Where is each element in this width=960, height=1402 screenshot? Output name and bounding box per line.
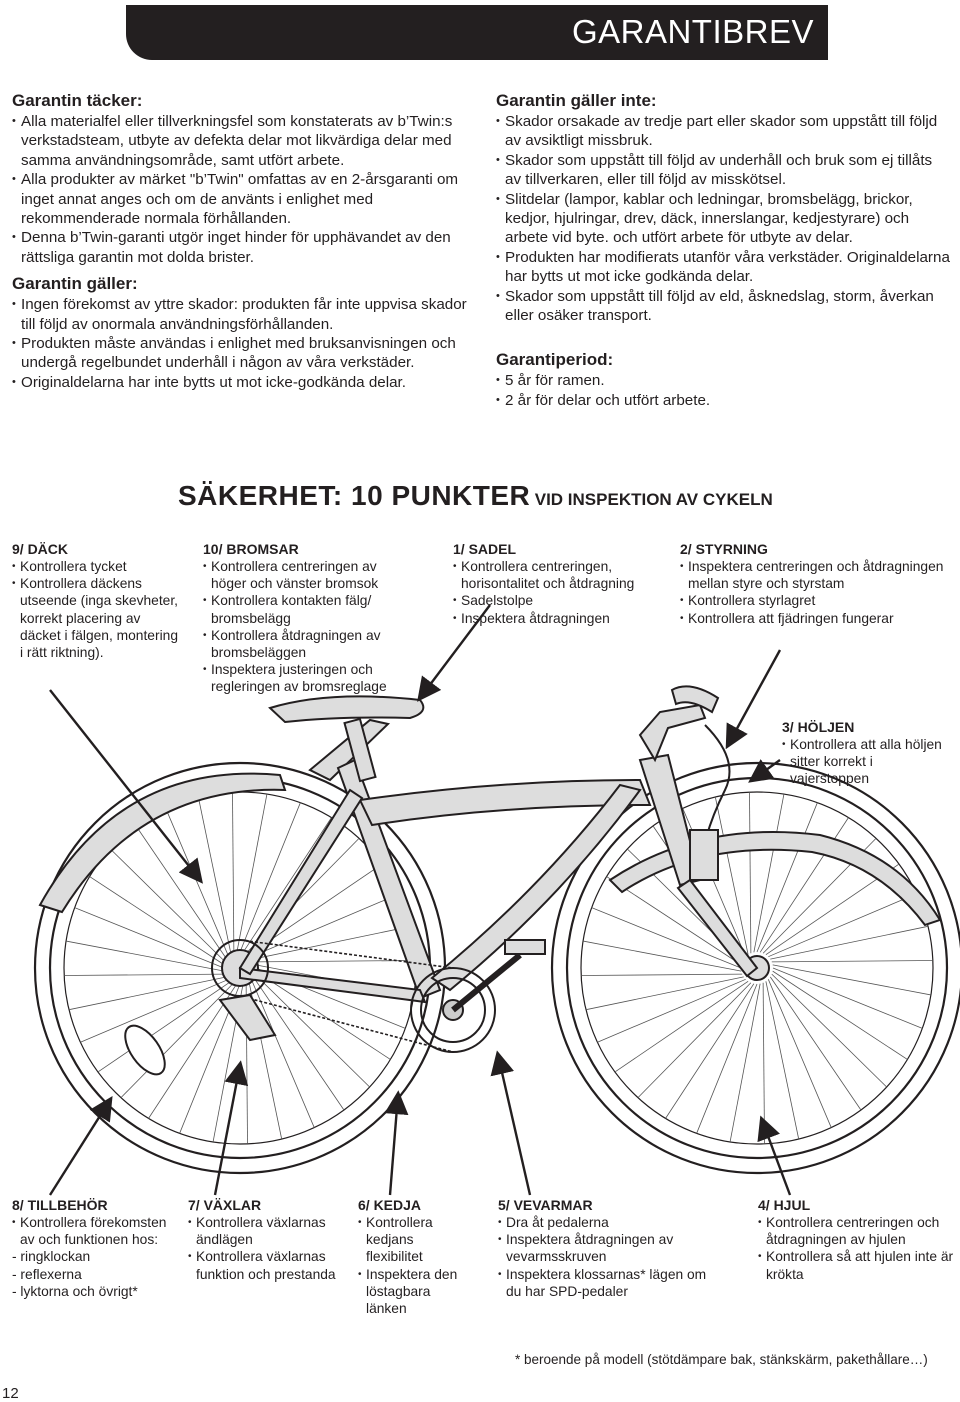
list-item: • Kontrollera att fjädringen fungerar (680, 610, 958, 627)
point-title: 6/ KEDJA (358, 1197, 422, 1213)
spoke (66, 941, 224, 971)
list-item: • Kontrollera åtdragningen av bromsbeläggen (203, 627, 413, 661)
safety-title-main: SÄKERHET: 10 PUNKTER (178, 480, 531, 511)
spoke (75, 908, 224, 968)
point-title: 7/ VÄXLAR (188, 1197, 262, 1213)
list-item: • 2 år för delar och utfört arbete. (496, 391, 951, 410)
list-item: • Kontrollera tycket (12, 558, 182, 575)
list-item: • Produkten har modifierats utanför våra verkstäder. Originaldelarna har bytts ut mot icke godkända delar. (496, 248, 951, 287)
suspension-fork (690, 830, 718, 880)
list-item: • Alla materialfel eller tillverkningsfel som konstaterats av b’Twin:s verkstadsteam, utbyte av defekta delar mot likvärdiga delar med samma användningsområde, samt utfört arbete. (12, 112, 467, 170)
point-4-wheels (758, 1196, 958, 1283)
point-title: 4/ HJUL (758, 1197, 811, 1213)
spoke-reflector (117, 1019, 172, 1081)
spoke (64, 974, 225, 975)
spoke (770, 926, 928, 959)
pointer-arrow-6 (390, 1095, 398, 1195)
list-item: • Kontrollera styrlagret (680, 592, 958, 609)
period-heading: Garantiperiod: (496, 350, 614, 370)
pointer-arrow-1 (420, 605, 490, 698)
point-6-chain (358, 1196, 473, 1317)
pointer-arrow-8 (50, 1100, 110, 1195)
list-item: - reflexerna (12, 1266, 82, 1282)
list-item: • Kontrollera växlarnas ändlägen (188, 1214, 338, 1248)
list-item: • Denna b’Twin-garanti utgör inget hinder för upphävandet av den rättsliga garantin mot dolda brister. (12, 228, 467, 267)
list-item: • Inspektera åtdragningen av vevarmsskruven (498, 1231, 708, 1265)
spoke (766, 981, 799, 1139)
rear-derailleur (220, 995, 275, 1040)
stem (640, 705, 705, 760)
spoke (730, 984, 760, 1142)
spoke (243, 818, 331, 953)
list-item: • Inspektera klossarnas* lägen om du har SPD-pedaler (498, 1266, 708, 1300)
list-item: • Sadelstolpe (453, 592, 668, 609)
list-item: • Ingen förekomst av yttre skador: produkten får inte uppvisa skador till följd av onormala användningsförhållanden. (12, 295, 467, 334)
point-title: 5/ VEVARMAR (498, 1197, 593, 1213)
list-item: • Inspektera den löstagbara länken (358, 1266, 473, 1318)
list-item: - ringklockan (12, 1249, 91, 1265)
spoke (749, 792, 750, 953)
spoke (666, 984, 754, 1119)
list-item: • Inspektera centreringen och åtdragningen mellan styre och styrstam (680, 558, 958, 592)
spoke (754, 794, 784, 952)
list-item: - lyktorna och övrigt* (12, 1283, 138, 1299)
list-item: • Skador som uppstått till följd av eld, åsknedslag, storm, åverkan eller osäker transport. (496, 287, 951, 326)
list-item: • Kontrollera så att hjulen inte är krökta (758, 1248, 958, 1282)
point-8-accessories (12, 1196, 182, 1300)
spoke (773, 965, 931, 995)
spoke (90, 877, 225, 965)
not-applies-heading: Garantin gäller inte: (496, 91, 657, 110)
list-item: • Kontrollera centreringen av höger och vänster bromsok (203, 558, 413, 592)
spoke (697, 984, 757, 1133)
point-5-cranks (498, 1196, 708, 1300)
pointer-arrow-7 (215, 1065, 240, 1195)
spoke (773, 971, 908, 1059)
page-number: 12 (2, 1385, 19, 1402)
covers-heading: Garantin täcker: (12, 91, 143, 110)
list-item: • Kontrollera kedjans flexibilitet (358, 1214, 473, 1266)
list-item: • Kontrollera kontakten fälg/ bromsbelägg (203, 592, 413, 626)
list-item: • Slitdelar (lampor, kablar och ledningar, bromsbelägg, brickor, kedjor, hjulringar, drev, däck, innerslangar, kedjestyrare) och arbete vid byte. och utfört arbete för utbyte av delar. (496, 190, 951, 248)
point-title: 10/ BROMSAR (203, 541, 299, 557)
spoke (255, 960, 416, 961)
list-item: • Kontrollera förekomsten av och funktionen hos: (12, 1214, 182, 1248)
spoke (581, 974, 742, 975)
list-item: • Kontrollera centreringen, horisontalitet och åtdragning (453, 558, 668, 592)
spoke (773, 968, 922, 1028)
page-title: GARANTIBREV (571, 13, 814, 50)
point-7-gears (188, 1196, 338, 1283)
pedal (505, 940, 545, 954)
applies-heading: Garantin gäller: (12, 274, 138, 294)
point-title: 9/ DÄCK (12, 541, 69, 557)
point-title: 8/ TILLBEHÖR (12, 1197, 108, 1213)
point-title: 2/ STYRNING (680, 541, 768, 557)
down-tube (432, 785, 640, 990)
spoke (232, 792, 233, 953)
point-title: 1/ SADEL (453, 541, 517, 557)
list-item: • 5 år för ramen. (496, 371, 951, 390)
list-item: • Alla produkter av märket "b’Twin" omfattas av en 2-årsgaranti om inget annat anges och om de använts i enlighet med rekommenderade normala förhållanden. (12, 170, 467, 228)
list-item: • Dra åt pedalerna (498, 1214, 708, 1231)
list-item: • Skador som uppstått till följd av underhåll och bruk som ej tillåts av tillverkaren, eller till följd av misskötsel. (496, 151, 951, 190)
spoke (586, 977, 744, 1010)
spoke (757, 803, 817, 952)
list-item: • Originaldelarna har inte bytts ut mot icke-godkända delar. (12, 373, 467, 392)
footnote: * beroende på modell (stötdämpare bak, stänkskärm, pakethållare…) (515, 1352, 928, 1367)
safety-title-sub: VID INSPEKTION AV CYKELN (534, 490, 773, 509)
list-item: • Kontrollera att alla höljen sitter korrekt i vajerstoppen (782, 736, 942, 788)
spoke (237, 794, 267, 952)
list-item: • Kontrollera växlarnas funktion och prestanda (188, 1248, 338, 1282)
list-item: • Produkten måste användas i enlighet med bruksanvisningen och undergå regelbundet underhåll i någon av våra verkstäder. (12, 334, 467, 373)
pointer-arrow-5 (498, 1055, 530, 1195)
list-item: • Inspektera åtdragningen (453, 610, 668, 627)
spoke (198, 797, 231, 955)
spoke (583, 941, 741, 971)
spoke (69, 977, 227, 1010)
point-title: 3/ HÖLJEN (782, 719, 855, 735)
spoke (772, 960, 933, 961)
spoke (763, 983, 764, 1144)
list-item: • Kontrollera centreringen och åtdragningen av hjulen (758, 1214, 958, 1248)
saddle (270, 696, 423, 722)
pointer-arrow-2 (728, 650, 780, 745)
list-item: • Skador orsakade av tredje part eller skador som uppstått till följd av avsiktligt missbruk. (496, 112, 951, 151)
list-item: • Inspektera justeringen och regleringen av bromsreglage (203, 661, 413, 695)
list-item: • Kontrollera däckens utseende (inga skevheter, korrekt placering av däcket i fälgen, montering i rätt riktning). (12, 575, 182, 661)
